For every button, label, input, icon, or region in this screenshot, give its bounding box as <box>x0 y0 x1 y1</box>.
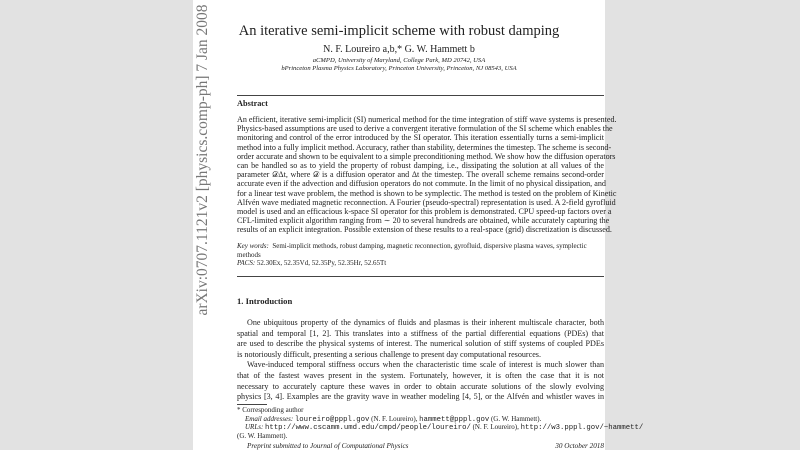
email-label: Email addresses: <box>245 414 294 423</box>
intro-line: is notoriously difficult, presenting a serious challenge to present day computational resources. <box>237 349 541 359</box>
url-link[interactable]: http://www.cscamm.umd.edu/cmpd/people/loureiro/ <box>265 424 471 432</box>
pacs-codes: 52.30Ex, 52.35Vd, 52.35Py, 52.35Hr, 52.65Tt <box>256 259 387 267</box>
affiliation-b: bPrinceton Plasma Physics Laboratory, Princeton University, Princeton, NJ 08543, USA <box>281 65 517 72</box>
abstract-line: monitoring and control of the error introduced by the SI operator. This iteration essentially turns a semi-implicit <box>237 133 604 143</box>
abstract-line: Alfvén wave mediated magnetic reconnection. A Fourier (pseudo-spectral) representation is used. A 2-field gyrofluid <box>237 197 616 207</box>
arxiv-stamp: arXiv:0707.1121v2 [physics.comp-ph] 7 Jan 2008 <box>194 4 211 316</box>
intro-line: that of the fastest waves present in the system. Fortunately, however, it is often the case that it is not <box>237 371 604 380</box>
pacs <box>237 259 386 267</box>
keywords-continued: methods <box>237 250 261 259</box>
keywords-text: Semi-implicit methods, robust damping, magnetic reconnection, gyrofluid, dispersive plasma waves, symplectic <box>272 242 587 250</box>
intro-line: One ubiquitous property of the dynamics of fluids and plasmas is their inherent multiscale character, both <box>247 318 604 327</box>
abstract-heading: Abstract <box>237 99 268 108</box>
divider <box>237 95 604 96</box>
abstract-line: Physics-based assumptions are used to derive a convergent iterative formulation of the SI scheme which enables the <box>237 124 613 134</box>
urls-label: URLs: <box>245 423 264 431</box>
email-owner: (N. F. Loureiro), <box>371 414 418 423</box>
footer-date: 30 October 2018 <box>555 442 604 450</box>
intro-line: are used to describe the physical systems of interest. The numerical solution of stiff systems of coupled PDEs <box>237 339 604 349</box>
authors: N. F. Loureiro a,b,* G. W. Hammett b <box>323 44 475 55</box>
email-owner: (G. W. Hammett). <box>490 414 542 423</box>
paper-title: An iterative semi-implicit scheme with robust damping <box>238 23 560 39</box>
affiliation-a: aCMPD, University of Maryland, College Park, MD 20742, USA <box>312 57 486 64</box>
abstract-line: An efficient, iterative semi-implicit (SI) numerical method for the time integration of stiff wave systems is presented. <box>237 115 617 124</box>
abstract-line: accurate even if the advection and diffusion operators do not commute. In the limit of no physical dissipation, and <box>237 179 606 189</box>
abstract-line: CFL-limited explicit algorithm ranging from ∼ 20 to several hundreds are obtained, while accurately capturing the <box>237 216 610 226</box>
email-link[interactable]: hammett@pppl.gov <box>419 415 490 424</box>
footnote-urls <box>245 423 643 432</box>
abstract-line: can be handled so as to yield the property of robust damping, i.e., dissipating the solution at all values of the <box>237 161 604 170</box>
divider <box>237 276 604 277</box>
abstract-line: method into a fully implicit method. Accuracy, rather than stability, determines the timestep. The scheme is second- <box>237 142 612 152</box>
email-link[interactable]: loureiro@pppl.gov <box>294 415 370 424</box>
footer-journal: Preprint submitted to Journal of Computational Physics <box>247 442 409 450</box>
abstract-line: results of an explicit integration. Possible extension of these results to a real-space (grid) discretization is discussed. <box>237 225 612 235</box>
abstract-line: order accurate and shown to be equivalent to a simple preconditioning method. We show how the diffusion operators <box>237 151 616 161</box>
url-link[interactable]: http://w3.pppl.gov/~hammett/ <box>520 424 644 432</box>
url-owner: (N. F. Loureiro), <box>472 423 519 431</box>
paper-page <box>193 0 644 450</box>
footnote-rule <box>237 404 267 405</box>
abstract-line: parameter 𝒟Δt, where 𝒟 is a diffusion operator and Δt the timestep. The overall scheme remains second-order <box>237 170 604 180</box>
intro-line: Wave-induced temporal stiffness occurs when the characteristic time scale of interest is much slower than <box>247 360 604 370</box>
intro-line: spatial and temporal [1, 2]. This translates into a stiffness of the partial differential equations (PDEs) that <box>237 328 604 338</box>
intro-line: physics [3, 4]. Examples are the gravity wave in weather modeling [4, 5], or the Alfvén and whistler waves in <box>237 392 604 402</box>
abstract-line: model is used and an efficacious k-space SI operator for this problem is demonstrated. CPU speed-up factors over a <box>237 207 612 216</box>
footnote-corresponding: * Corresponding author <box>237 406 304 414</box>
section-heading: 1. Introduction <box>237 296 293 306</box>
keywords <box>237 242 587 250</box>
url-owner: (G. W. Hammett). <box>237 431 288 440</box>
abstract-line: for a linear test wave problem, the method is shown to be symplectic. The method is tested on the problem of Kinetic <box>237 188 617 198</box>
intro-line: necessary to accurately capture these waves in order to obtain accurate solutions of the slowly evolving <box>237 381 604 391</box>
pacs-label: PACS: <box>237 259 256 267</box>
keywords-label: Key words: <box>237 242 269 250</box>
